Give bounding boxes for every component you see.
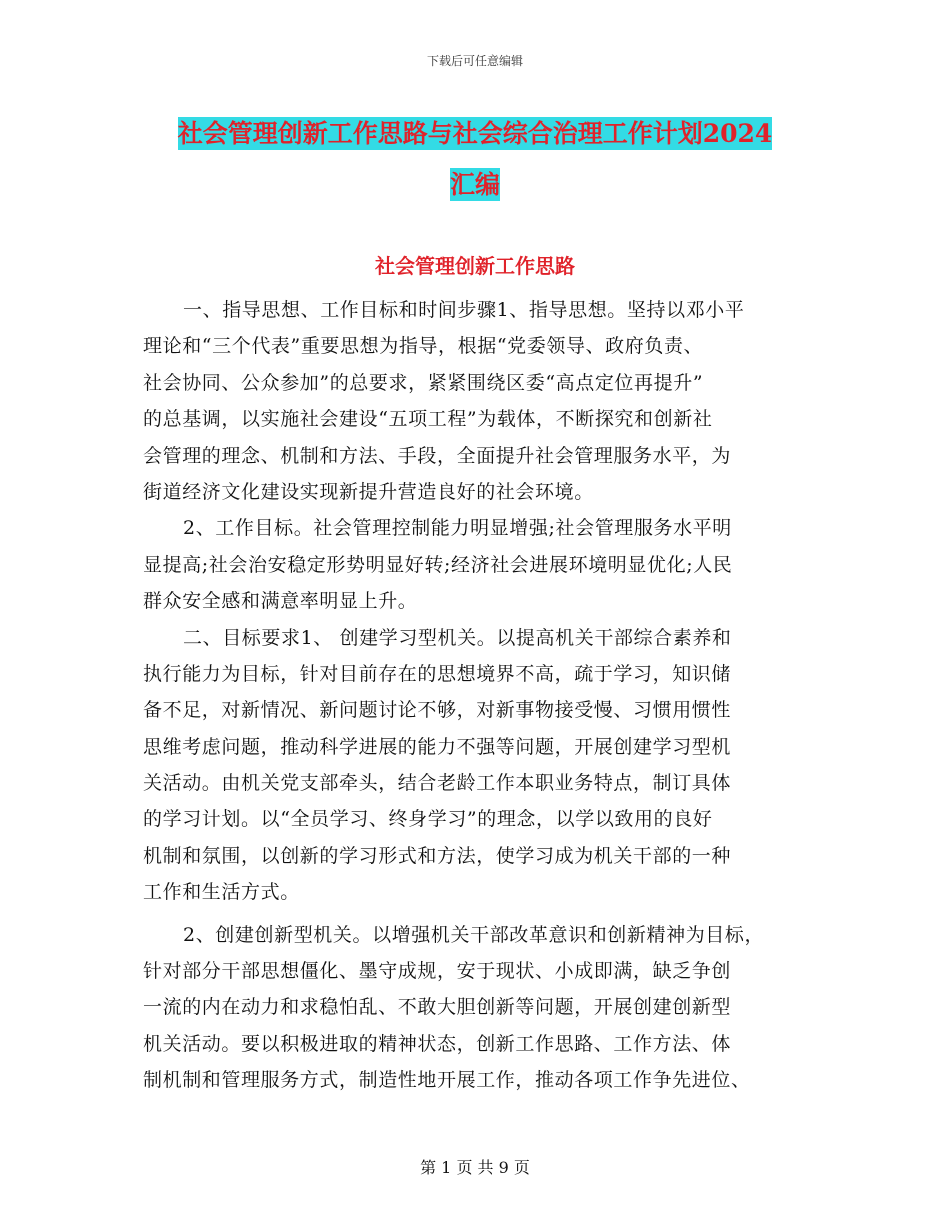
body-line: 制机制和管理服务方式，制造性地开展工作，推动各项工作争先进位、 — [143, 1069, 751, 1092]
body-line: 2、工作目标。社会管理控制能力明显增强;社会管理服务水平明 — [183, 517, 732, 540]
document-body — [143, 292, 818, 1099]
page-footer: 第 1 页 共 9 页 — [420, 1158, 530, 1177]
body-line: 一流的内在动力和求稳怕乱、不敢大胆创新等问题，开展创建创新型 — [143, 996, 732, 1019]
title-line-2: 汇编 — [449, 170, 500, 199]
body-line: 2、创建创新型机关。以增强机关干部改革意识和创新精神为目标， — [183, 923, 765, 946]
page-header: 下载后可任意编辑 — [426, 54, 523, 68]
body-line: 社会协同、公众参加”的总要求，紧紧围绕区委“高点定位再提升” — [143, 371, 704, 394]
body-line: 的学习计划。以“全员学习、终身学习”的理念，以学以致用的良好 — [143, 808, 713, 831]
body-line: 机制和氛围，以创新的学习形式和方法，使学习成为机关干部的一种 — [143, 844, 732, 867]
body-line: 工作和生活方式。 — [143, 881, 300, 904]
body-line: 机关活动。要以积极进取的精神状态，创新工作思路、工作方法、体 — [143, 1032, 732, 1055]
body-line: 备不足，对新情况、新问题讨论不够，对新事物接受慢、习惯用惯性 — [143, 699, 732, 722]
body-line: 执行能力为目标，针对目前存在的思想境界不高，疏于学习，知识储 — [143, 662, 732, 685]
body-line: 会管理的理念、机制和方法、手段，全面提升社会管理服务水平，为 — [143, 444, 732, 467]
body-line: 显提高;社会治安稳定形势明显好转;经济社会进展环境明显优化;人民 — [143, 553, 733, 576]
document-title — [100, 110, 850, 212]
body-line: 一、指导思想、工作目标和时间步骤1、指导思想。坚持以邓小平 — [183, 299, 745, 321]
title-line-1: 社会管理创新工作思路与社会综合治理工作计划2024 — [177, 119, 773, 148]
body-line: 的总基调，以实施社会建设“五项工程”为载体，不断探究和创新社 — [143, 408, 713, 431]
body-line: 针对部分干部思想僵化、墨守成规，安于现状、小成即满，缺乏争创 — [143, 960, 732, 983]
body-line: 关活动。由机关党支部牵头，结合老龄工作本职业务特点，制订具体 — [143, 772, 732, 795]
body-line: 二、目标要求1、 创建学习型机关。以提高机关干部综合素养和 — [183, 626, 732, 649]
body-line: 思维考虑问题，推动科学进展的能力不强等问题，开展创建学习型机 — [143, 735, 732, 758]
section-title: 社会管理创新工作思路 — [375, 254, 575, 278]
body-line: 街道经济文化建设实现新提升营造良好的社会环境。 — [143, 480, 594, 503]
body-line: 理论和“三个代表”重要思想为指导，根据“党委领导、政府负责、 — [143, 335, 704, 358]
body-line: 群众安全感和满意率明显上升。 — [143, 590, 418, 613]
